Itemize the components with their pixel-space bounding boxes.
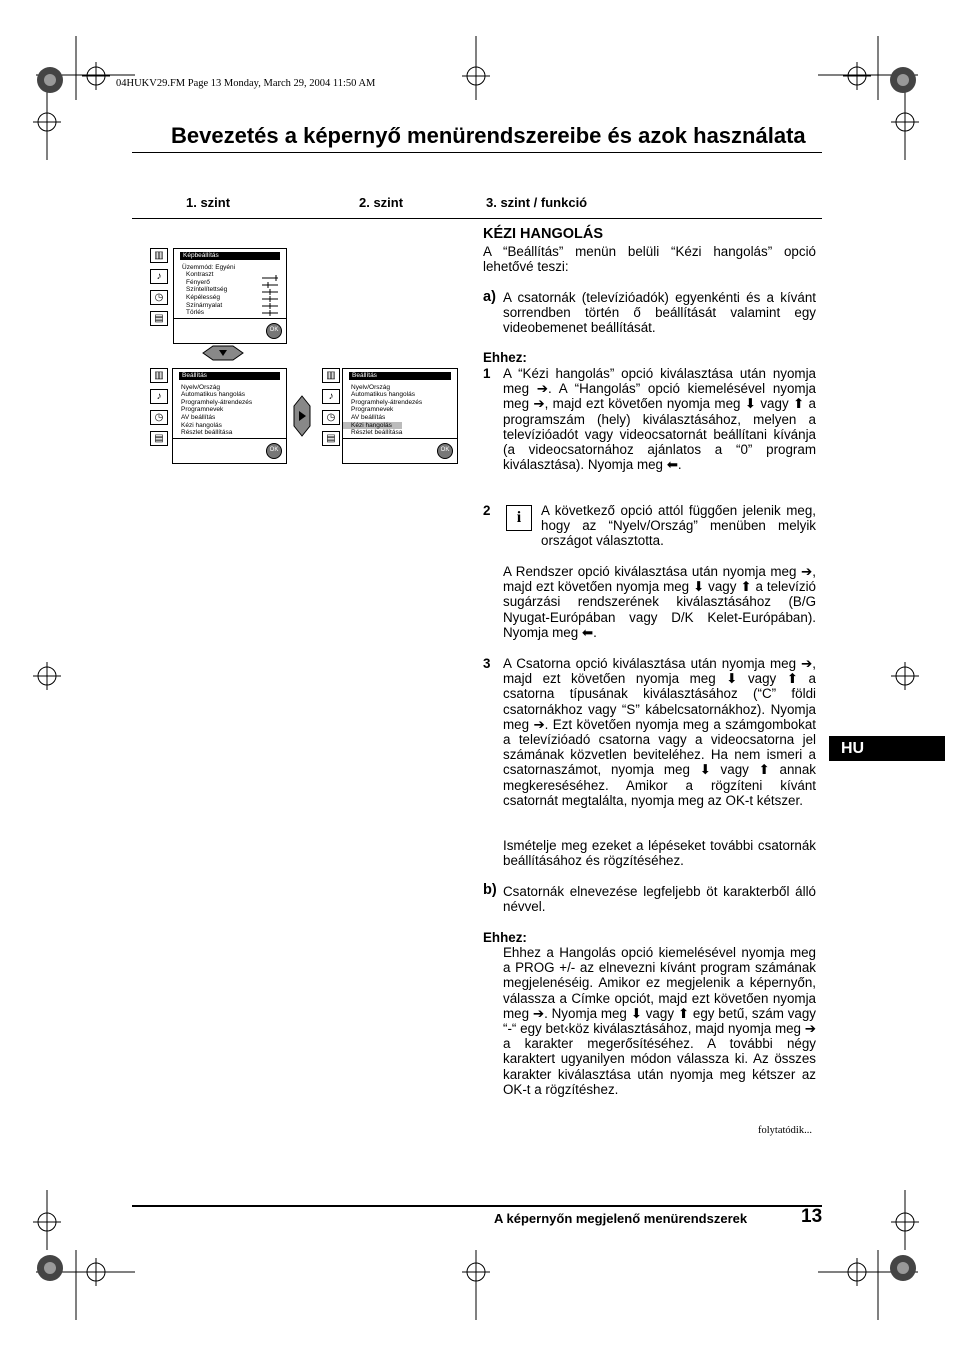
- ok-icon: OK: [266, 323, 282, 339]
- repeat-text: Ismételje meg ezeket a lépéseket további csatornák beállításához és rögzítéséhez.: [503, 838, 816, 869]
- footer-section: A képernyőn megjelenő menürendszerek: [494, 1211, 748, 1226]
- menu-item: Automatikus hangolás: [351, 391, 415, 399]
- menu-item: Színárnyalat: [186, 301, 223, 309]
- footer-rule: [132, 1205, 822, 1207]
- menu-item: Üzemmód: Egyéni: [182, 263, 236, 271]
- slider-indicators: [260, 275, 280, 319]
- item-b-label: b): [483, 882, 497, 898]
- setup-icon: ▤: [150, 311, 168, 326]
- file-info: 04HUKV29.FM Page 13 Monday, March 29, 2004 11:50 AM: [116, 78, 376, 89]
- menu-item: Részlet beállítása: [351, 429, 403, 437]
- setup-menu-left: [172, 368, 287, 464]
- step3-text: A Csatorna opció kiválasztása után nyomja meg ➔, majd ezt követően nyomja meg ⬇ vagy ⬆ a csatorna típusának kiválasztásához (“C” földi csatornákhoz vagy “S” kábelcsatornákhoz). Nyomja meg ➔. Ezt követően nyomja meg a számgombokat a televízióadó csatorna vagy a videocsatorna jel számának közvetlen beviteléhez. Ha nem ismeri a csatornaszámot, nyomja meg ⬇ vagy ⬆ annak megkereséséhez. Amikor a rögzíteni kívánt csatornát megtalálta, nyomja meg az OK-t kétszer.: [503, 656, 816, 808]
- picture-menu-title: Képbeállítás: [180, 252, 280, 260]
- picture-icon: ▥: [322, 368, 340, 383]
- timer-icon: ◷: [150, 290, 168, 305]
- item-a-text: A csatornák (televízióadók) egyenkénti és a kívánt sorrendben történ ő beállítását valamint egy videobemenet beállítását.: [503, 290, 816, 336]
- menu-item: Automatikus hangolás: [181, 391, 245, 399]
- menu-item: Részlet beállítása: [181, 429, 233, 437]
- page-number: 13: [801, 1206, 823, 1227]
- menu-item: Programnevek: [351, 406, 394, 414]
- sound-icon: ♪: [150, 389, 168, 404]
- picture-menu: [173, 248, 287, 344]
- timer-icon: ◷: [322, 410, 340, 425]
- setup-icon: ▤: [322, 431, 340, 446]
- sound-icon: ♪: [150, 269, 168, 284]
- info-icon: i: [506, 505, 532, 531]
- menu-item: Törlés: [186, 309, 205, 317]
- timer-icon: ◷: [150, 410, 168, 425]
- column-level1: 1. szint: [186, 195, 231, 210]
- menu-item: Kontraszt: [186, 271, 214, 279]
- item-a-label: a): [483, 289, 496, 305]
- setup-menu-right: [342, 368, 458, 464]
- step1-number: 1: [483, 366, 491, 381]
- right-arrow-icon: [293, 395, 311, 437]
- picture-icon: ▥: [150, 248, 168, 263]
- column-level3: 3. szint / funkció: [486, 195, 588, 210]
- item-b-steps: Ehhez a Hangolás opció kiemelésével nyomja meg a PROG +/- az elnevezni kívánt program számának megjelenéséig. Amikor ez megjelenik a képernyőn, válassza a Címke opciót, majd ezt követően nyomja meg ➔. Nyomja meg ⬇ vagy ⬆ egy betű, szám vagy “-“ egy bet‹köz kiválasztásához, majd nyomja meg ➔ a karakter megerősítéséhez. A további négy karaktert ugyanilyen módon válassza ki. Az összes karakter kiválasztása után nyomja meg kétszer az OK-t a rögzítéshez.: [503, 945, 816, 1097]
- menu-item-selected: Kézi hangolás: [343, 422, 402, 430]
- menu-item: AV beállítás: [181, 413, 216, 421]
- column-level2: 2. szint: [359, 195, 404, 210]
- step3-number: 3: [483, 656, 491, 671]
- page-title: Bevezetés a képernyő menürendszereibe és azok használata: [171, 123, 806, 148]
- picture-icon: ▥: [150, 368, 168, 383]
- setup-icon: ▤: [150, 431, 168, 446]
- menu-icons-left: [150, 368, 168, 452]
- menu-item: Nyelv/Ország: [181, 383, 221, 391]
- continued-note: folytatódik...: [758, 1125, 812, 1136]
- step2-text: A Rendszer opció kiválasztása után nyomja meg ➔, majd ezt követően nyomja meg ⬇ vagy ⬆ a televízió sugárzási rendszerének kiválasztásához (B/G Nyugat-Európában vagy D/K Kelet-Európában). Nyomja meg ⬅.: [503, 564, 816, 640]
- ehhez-label-1: Ehhez:: [483, 350, 527, 365]
- setup-menu-title: Beállítás: [349, 372, 451, 380]
- ok-icon: OK: [437, 443, 453, 459]
- menu-icons-right: [322, 368, 340, 452]
- step2-number: 2: [483, 503, 491, 518]
- menu-item: AV beállítás: [351, 413, 386, 421]
- ehhez-label-2: Ehhez:: [483, 930, 527, 945]
- menu-item: Nyelv/Ország: [351, 383, 391, 391]
- menu-item: Programhely-átrendezés: [181, 398, 253, 406]
- menu-item: Színtelítettség: [186, 286, 228, 294]
- menu-item: Fényerő: [186, 278, 210, 286]
- step1-text: A “Kézi hangolás” opció kiválasztása után nyomja meg ➔. A “Hangolás” opció kiemelésével nyomja meg ➔, majd ezt követően nyomja meg ⬇ vagy ⬆ a programszám (hely) kiválasztásához, melyen a televízióadót vagy videocsatornát beállítani kívánja (a videocsatornához ajánlatos a “0” program kiválasztása). Nyomja meg ⬅.: [503, 366, 816, 473]
- menu-icons-top: [150, 248, 168, 332]
- menu-item: Kézi hangolás: [181, 421, 222, 429]
- menu-item: Képélesség: [186, 293, 220, 301]
- language-tab: HU: [829, 736, 945, 761]
- menu-item: Programhely-átrendezés: [351, 398, 423, 406]
- column-rule: [132, 218, 822, 219]
- sound-icon: ♪: [322, 389, 340, 404]
- title-rule: [132, 152, 822, 153]
- down-arrow-icon: [201, 345, 245, 361]
- setup-menu-title: Beállítás: [179, 372, 280, 380]
- step2-note: A következő opció attól függően jelenik meg, hogy az “Nyelv/Ország” menüben melyik országot választotta.: [541, 503, 816, 549]
- section-heading: KÉZI HANGOLÁS: [483, 226, 604, 242]
- intro-text: A “Beállítás” menün belüli “Kézi hangolás” opció lehetővé teszi:: [483, 244, 816, 275]
- item-b-text: Csatornák elnevezése legfeljebb öt karakterből álló névvel.: [503, 884, 816, 915]
- menu-item: Programnevek: [181, 406, 224, 414]
- ok-icon: OK: [266, 443, 282, 459]
